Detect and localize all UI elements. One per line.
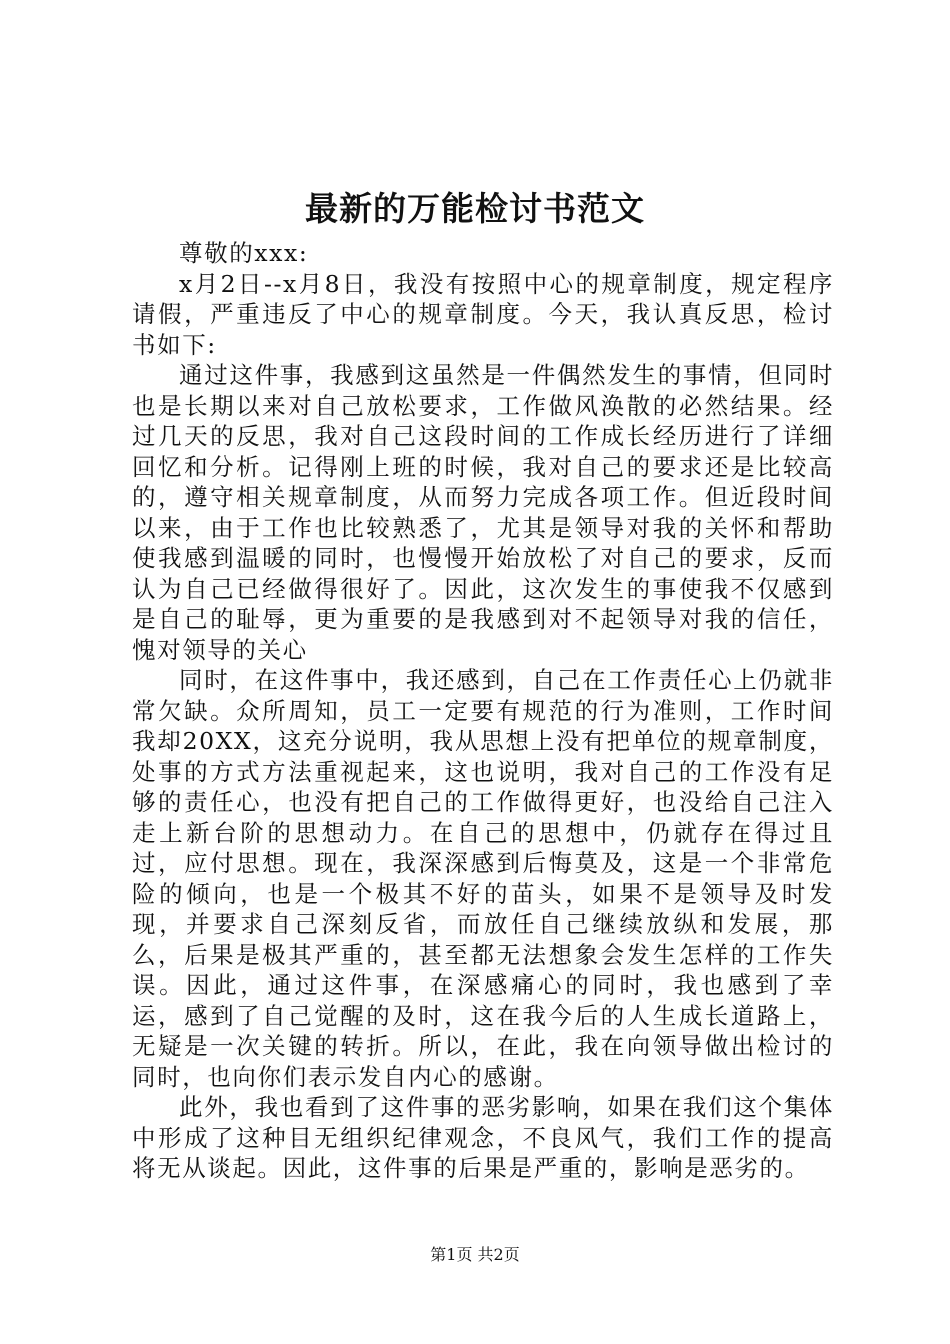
document-title: 最新的万能检讨书范文 [305, 189, 645, 228]
document-body [132, 238, 834, 1184]
paragraph: 同时，在这件事中，我还感到，自己在工作责任心上仍就非常欠缺。众所周知，员工一定要有规范的行为准则，工作时间我却20XX，这充分说明，我从思想上没有把单位的规章制度，处事的方式方法重视起来，这也说明，我对自己的工作没有足够的责任心，也没有把自己的工作做得更好，也没给自己注入走上新台阶的思想动力。在自己的思想中，仍就存在得过且过，应付思想。现在，我深深感到后悔莫及，这是一个非常危险的倾向，也是一个极其不好的苗头，如果不是领导及时发现，并要求自己深刻反省，而放任自己继续放纵和发展，那么，后果是极其严重的，甚至都无法想象会发生怎样的工作失误。因此，通过这件事，在深感痛心的同时，我也感到了幸运，感到了自己觉醒的及时，这在我今后的人生成长道路上，无疑是一次关键的转折。所以，在此，我在向领导做出检讨的同时，也向你们表示发自内心的感谢。 [132, 666, 834, 1091]
page-number-footer: 第1页 共2页 [430, 1245, 520, 1264]
paragraph: 通过这件事，我感到这虽然是一件偶然发生的事情，但同时也是长期以来对自己放松要求，工作做风涣散的必然结果。经过几天的反思，我对自己这段时间的工作成长经历进行了详细回忆和分析。记得刚上班的时候，我对自己的要求还是比较高的，遵守相关规章制度，从而努力完成各项工作。但近段时间以来，由于工作也比较熟悉了，尤其是领导对我的关怀和帮助使我感到温暖的同时，也慢慢开始放松了对自己的要求，反而认为自己已经做得很好了。因此，这次发生的事使我不仅感到是自己的耻辱，更为重要的是我感到对不起领导对我的信任，愧对领导的关心 [132, 361, 834, 664]
salutation: 尊敬的xxx: [179, 239, 309, 267]
paragraph: 此外，我也看到了这件事的恶劣影响，如果在我们这个集体中形成了这种目无组织纪律观念，不良风气，我们工作的提高将无从谈起。因此，这件事的后果是严重的，影响是恶劣的。 [132, 1093, 834, 1182]
paragraph: x月2日--x月8日，我没有按照中心的规章制度，规定程序请假，严重违反了中心的规章制度。今天，我认真反思，检讨书如下: [132, 269, 834, 359]
